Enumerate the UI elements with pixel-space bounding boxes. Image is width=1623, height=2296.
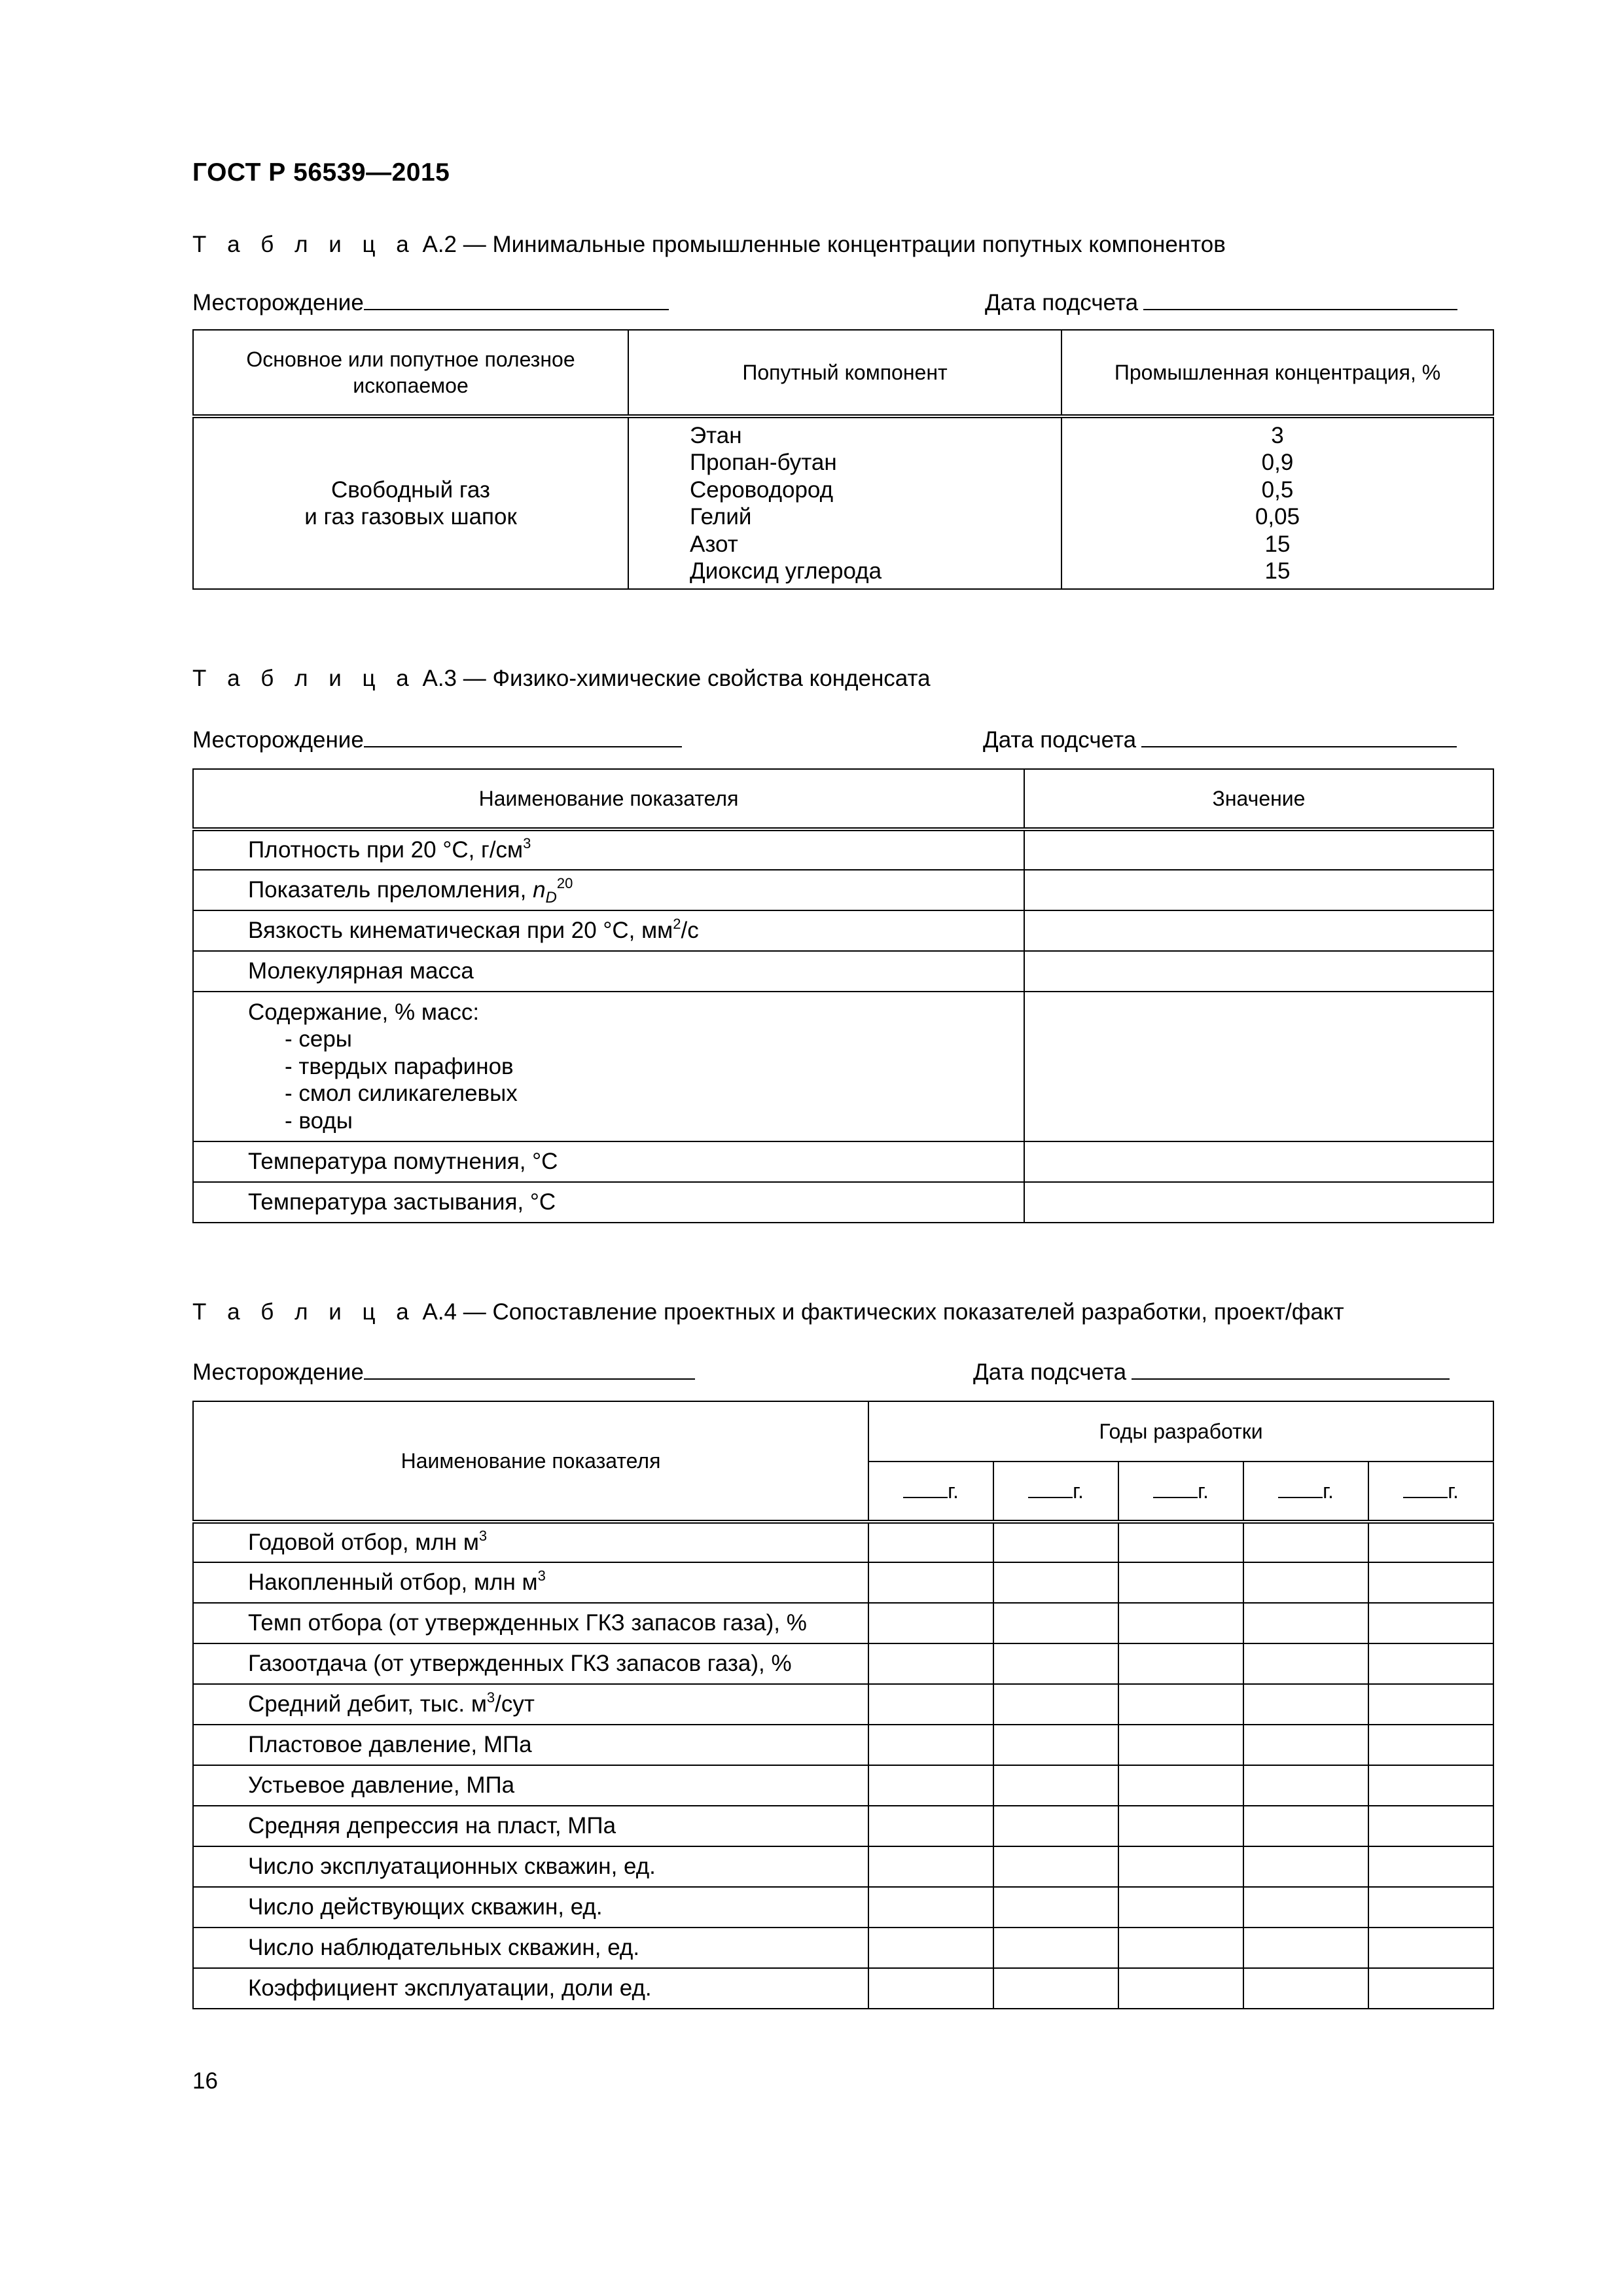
value-cell[interactable]: [1243, 1968, 1368, 2009]
value-cell[interactable]: [1368, 1887, 1493, 1928]
value-cell[interactable]: [868, 1684, 993, 1725]
value-cell[interactable]: [1118, 1887, 1243, 1928]
value-cell[interactable]: [1024, 1182, 1493, 1223]
value-cell[interactable]: [1118, 1968, 1243, 2009]
concentration-value: 0,05: [1255, 504, 1300, 529]
header-indicator: Наименование показателя: [193, 769, 1024, 829]
date-input-line[interactable]: [1143, 289, 1457, 310]
concentration-value: 3: [1271, 422, 1284, 448]
row-density: Плотность при 20 °С, $г/см^3$: [193, 829, 1024, 870]
year-header: г.: [868, 1462, 993, 1522]
table-a2-caption: [192, 232, 1226, 258]
component-item: Диоксид углерода: [690, 558, 882, 584]
row-pour-point: Температура застывания, °С: [193, 1182, 1024, 1223]
value-cell[interactable]: [1368, 1968, 1493, 2009]
caption-text: А.2 — Минимальные промышленные концентрации попутных компонентов: [422, 232, 1226, 257]
value-cell[interactable]: [1118, 1643, 1243, 1684]
value-cell[interactable]: [1243, 1928, 1368, 1968]
field-line: [192, 289, 669, 316]
component-item: Этан: [690, 422, 742, 448]
value-cell[interactable]: [993, 1968, 1118, 2009]
concentration-value: 15: [1264, 558, 1291, 584]
value-cell[interactable]: [1243, 1562, 1368, 1603]
value-cell[interactable]: [868, 1765, 993, 1806]
value-cell[interactable]: [1368, 1562, 1493, 1603]
value-cell[interactable]: [1243, 1603, 1368, 1643]
value-cell[interactable]: [1024, 870, 1493, 910]
content-item: - воды: [285, 1107, 353, 1134]
value-cell[interactable]: [1024, 829, 1493, 870]
year-blank[interactable]: [903, 1480, 948, 1498]
value-cell[interactable]: [868, 1603, 993, 1643]
value-cell[interactable]: [1024, 910, 1493, 951]
row-production-wells: Число эксплуатационных скважин, ед.: [193, 1846, 868, 1887]
date-label: Дата подсчета: [973, 1359, 1127, 1385]
document-code: ГОСТ Р 56539—2015: [192, 158, 450, 187]
header-concentration: Промышленная концентрация, %: [1061, 330, 1493, 416]
value-cell[interactable]: [1368, 1643, 1493, 1684]
header-indicator: Наименование показателя: [193, 1401, 868, 1522]
value-cell[interactable]: [993, 1725, 1118, 1765]
row-content: [193, 992, 1024, 1141]
value-cell[interactable]: [1368, 1765, 1493, 1806]
content-item: - серы: [285, 1026, 352, 1052]
value-cell[interactable]: [993, 1928, 1118, 1968]
content-item: - смол силикагелевых: [285, 1081, 518, 1107]
component-item: Азот: [690, 531, 738, 557]
value-cell[interactable]: [1118, 1684, 1243, 1725]
date-label: Дата подсчета: [983, 727, 1137, 753]
row-viscosity: Вязкость кинематическая при 20 °С, $мм^2/с$: [193, 910, 1024, 951]
table-a3-caption: [192, 666, 931, 692]
value-cell[interactable]: [1118, 1806, 1243, 1846]
value-cell[interactable]: [993, 1643, 1118, 1684]
row-cumulative-production: Накопленный отбор, млн $м^3$: [193, 1562, 868, 1603]
caption-prefix: Т а б л и ц а: [192, 232, 416, 257]
value-cell[interactable]: [1243, 1846, 1368, 1887]
year-blank[interactable]: [1028, 1480, 1073, 1498]
caption-text: А.4 — Сопоставление проектных и фактических показателей разработки, проект/факт: [422, 1299, 1344, 1325]
row-observation-wells: Число наблюдательных скважин, ед.: [193, 1928, 868, 1968]
value-cell[interactable]: [993, 1765, 1118, 1806]
date-line: [983, 726, 1457, 753]
year-blank[interactable]: [1153, 1480, 1198, 1498]
value-cell[interactable]: [1243, 1765, 1368, 1806]
field-label: Месторождение: [192, 290, 364, 315]
main-mineral-line2: и газ газовых шапок: [304, 504, 517, 529]
year-blank[interactable]: [1403, 1480, 1448, 1498]
field-label: Месторождение: [192, 727, 364, 753]
value-cell[interactable]: [1368, 1725, 1493, 1765]
row-average-depression: Средняя депрессия на пласт, МПа: [193, 1806, 868, 1846]
concentration-value: 0,9: [1261, 450, 1294, 475]
value-cell[interactable]: [868, 1846, 993, 1887]
row-gas-recovery: Газоотдача (от утвержденных ГКЗ запасов газа), %: [193, 1643, 868, 1684]
value-cell[interactable]: [993, 1684, 1118, 1725]
value-cell[interactable]: [1118, 1846, 1243, 1887]
table-a4-caption: [192, 1299, 1344, 1325]
main-mineral-cell: [193, 416, 628, 589]
value-cell[interactable]: [1368, 1603, 1493, 1643]
caption-prefix: Т а б л и ц а: [192, 666, 416, 691]
value-cell[interactable]: [1118, 1522, 1243, 1562]
year-blank[interactable]: [1278, 1480, 1323, 1498]
value-cell[interactable]: [1118, 1928, 1243, 1968]
value-cell[interactable]: [1368, 1928, 1493, 1968]
row-refraction: Показатель преломления, $n_D^{20}$: [193, 870, 1024, 910]
component-item: Сероводород: [690, 476, 834, 503]
header-main-mineral: Основное или попутное полезное ископаемое: [193, 330, 628, 416]
year-header: г.: [993, 1462, 1118, 1522]
year-header: г.: [1118, 1462, 1243, 1522]
caption-prefix: Т а б л и ц а: [192, 1299, 416, 1325]
row-cloud-point: Температура помутнения, °С: [193, 1141, 1024, 1182]
date-label: Дата подсчета: [985, 290, 1139, 315]
field-label: Месторождение: [192, 1359, 364, 1385]
value-cell[interactable]: [993, 1603, 1118, 1643]
page-number: 16: [192, 2068, 218, 2094]
row-production-rate: Темп отбора (от утвержденных ГКЗ запасов газа), %: [193, 1603, 868, 1643]
row-wellhead-pressure: Устьевое давление, МПа: [193, 1765, 868, 1806]
value-cell[interactable]: [1243, 1887, 1368, 1928]
value-cell[interactable]: [1243, 1725, 1368, 1765]
value-cell[interactable]: [1368, 1806, 1493, 1846]
value-cell[interactable]: [868, 1643, 993, 1684]
value-cell[interactable]: [868, 1806, 993, 1846]
row-reservoir-pressure: Пластовое давление, МПа: [193, 1725, 868, 1765]
row-molar-mass: Молекулярная масса: [193, 951, 1024, 992]
field-input-line[interactable]: [364, 726, 682, 747]
field-input-line[interactable]: [364, 289, 669, 310]
table-a3: [192, 768, 1494, 1223]
component-item: Пропан-бутан: [690, 450, 837, 475]
year-header: г.: [1243, 1462, 1368, 1522]
value-cell[interactable]: [1243, 1806, 1368, 1846]
header-value: Значение: [1024, 769, 1493, 829]
content-title: Содержание, % масс:: [248, 999, 480, 1025]
row-active-wells: Число действующих скважин, ед.: [193, 1887, 868, 1928]
value-cell[interactable]: [868, 1562, 993, 1603]
value-cell[interactable]: [1118, 1562, 1243, 1603]
value-cell[interactable]: [1368, 1846, 1493, 1887]
value-cell[interactable]: [1368, 1522, 1493, 1562]
value-cell[interactable]: [1118, 1603, 1243, 1643]
value-cell[interactable]: [993, 1522, 1118, 1562]
value-cell[interactable]: [1243, 1522, 1368, 1562]
field-input-line[interactable]: [364, 1359, 695, 1380]
table-a2: [192, 329, 1494, 590]
main-mineral-line1: Свободный газ: [331, 476, 490, 503]
value-cell[interactable]: [868, 1968, 993, 2009]
value-cell[interactable]: [993, 1846, 1118, 1887]
table-a4: [192, 1401, 1494, 2009]
value-cell[interactable]: [1024, 992, 1493, 1141]
value-cell[interactable]: [993, 1562, 1118, 1603]
date-line: [973, 1359, 1450, 1386]
value-cell[interactable]: [993, 1887, 1118, 1928]
date-input-line[interactable]: [1132, 1359, 1450, 1380]
header-years: Годы разработки: [868, 1401, 1493, 1462]
date-input-line[interactable]: [1141, 726, 1457, 747]
field-line: [192, 1359, 695, 1386]
value-cell[interactable]: [1118, 1725, 1243, 1765]
value-cell[interactable]: [1368, 1684, 1493, 1725]
component-item: Гелий: [690, 504, 752, 529]
value-cell[interactable]: [1024, 951, 1493, 992]
value-cell[interactable]: [1118, 1765, 1243, 1806]
value-cell[interactable]: [868, 1522, 993, 1562]
caption-text: А.3 — Физико-химические свойства конденсата: [422, 666, 931, 691]
value-cell[interactable]: [868, 1887, 993, 1928]
concentration-value: 0,5: [1261, 476, 1294, 503]
value-cell[interactable]: [868, 1928, 993, 1968]
value-cell[interactable]: [1243, 1684, 1368, 1725]
value-cell[interactable]: [1243, 1643, 1368, 1684]
value-cell[interactable]: [868, 1725, 993, 1765]
value-cell[interactable]: [993, 1806, 1118, 1846]
concentration-value: 15: [1264, 531, 1291, 557]
header-component: Попутный компонент: [628, 330, 1061, 416]
row-average-flow: Средний дебит, тыс. $м^3$/сут: [193, 1684, 868, 1725]
year-header: г.: [1368, 1462, 1493, 1522]
row-operation-coefficient: Коэффициент эксплуатации, доли ед.: [193, 1968, 868, 2009]
date-line: [985, 289, 1457, 316]
field-line: [192, 726, 682, 753]
content-item: - твердых парафинов: [285, 1053, 514, 1079]
components-cell: [628, 416, 1061, 589]
value-cell[interactable]: [1024, 1141, 1493, 1182]
row-annual-production: Годовой отбор, млн $м^3$: [193, 1522, 868, 1562]
concentrations-cell: [1061, 416, 1493, 589]
